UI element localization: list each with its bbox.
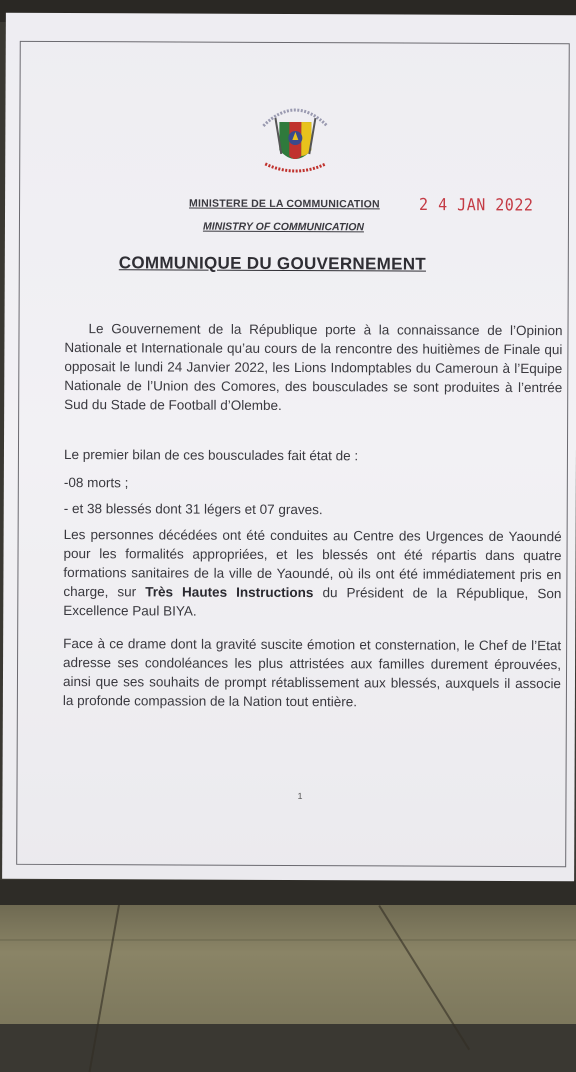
paragraph-condolences: Face à ce drame dont la gravité suscite émotion et consternation, le Chef de l’Etat adresse ses condoléances les plus attristées aux familles durement éprouvées, ainsi que ses souhaits de prompt rétablissement aux blessés, auxquels il associe la profonde compassion de la Nation tout entière.	[62, 636, 562, 710]
list-item-injured: - et 38 blessés dont 31 légers et 07 graves.	[63, 501, 323, 518]
ministry-name-en: MINISTRY OF COMMUNICATION	[202, 220, 364, 234]
floor-tiles	[0, 905, 576, 1024]
paragraph-care-start: Les personnes décédées ont été conduites au Centre des Urgences de Yaoundé pour les formalités appropriées, et les blessés ont été répartis dans quatre formations sanitaires de la ville de Yaoundé, où ils ont été immédiatement pris en charge, sur	[63, 527, 562, 600]
tile-seam	[89, 905, 120, 1072]
date-stamp: 2 4 JAN 2022	[419, 194, 534, 215]
page-number: 1	[297, 791, 303, 802]
paragraph-care	[63, 525, 561, 622]
bilan-intro: Le premier bilan de ces bousculades fait état de :	[63, 447, 359, 464]
document-title: COMMUNIQUE DU GOUVERNEMENT	[118, 253, 427, 274]
list-item-deaths: -08 morts ;	[63, 475, 129, 491]
cameroon-coat-of-arms-icon	[255, 96, 335, 182]
tile-seam	[0, 939, 576, 941]
paragraph-intro: Le Gouvernement de la République porte à la connaissance de l’Opinion Nationale et Internationale qu’au cours de la rencontre des huitièmes de Finale qui opposait le lundi 24 Janvier 2022, les Lions Indomptables du Cameroun à l’Equipe Nationale de l’Union des Comores, des bousculades se sont produites à l’entrée Sud du Stade de Football d’Olembe.	[64, 321, 563, 413]
ministry-name-fr: MINISTERE DE LA COMMUNICATION	[189, 197, 380, 211]
paragraph-care-end: du Président de la République, Son Excellence Paul BIYA.	[63, 585, 562, 619]
tile-seam	[378, 905, 470, 1050]
paragraph-care-bold: Très Hautes Instructions	[145, 584, 314, 601]
document-page	[2, 13, 576, 881]
